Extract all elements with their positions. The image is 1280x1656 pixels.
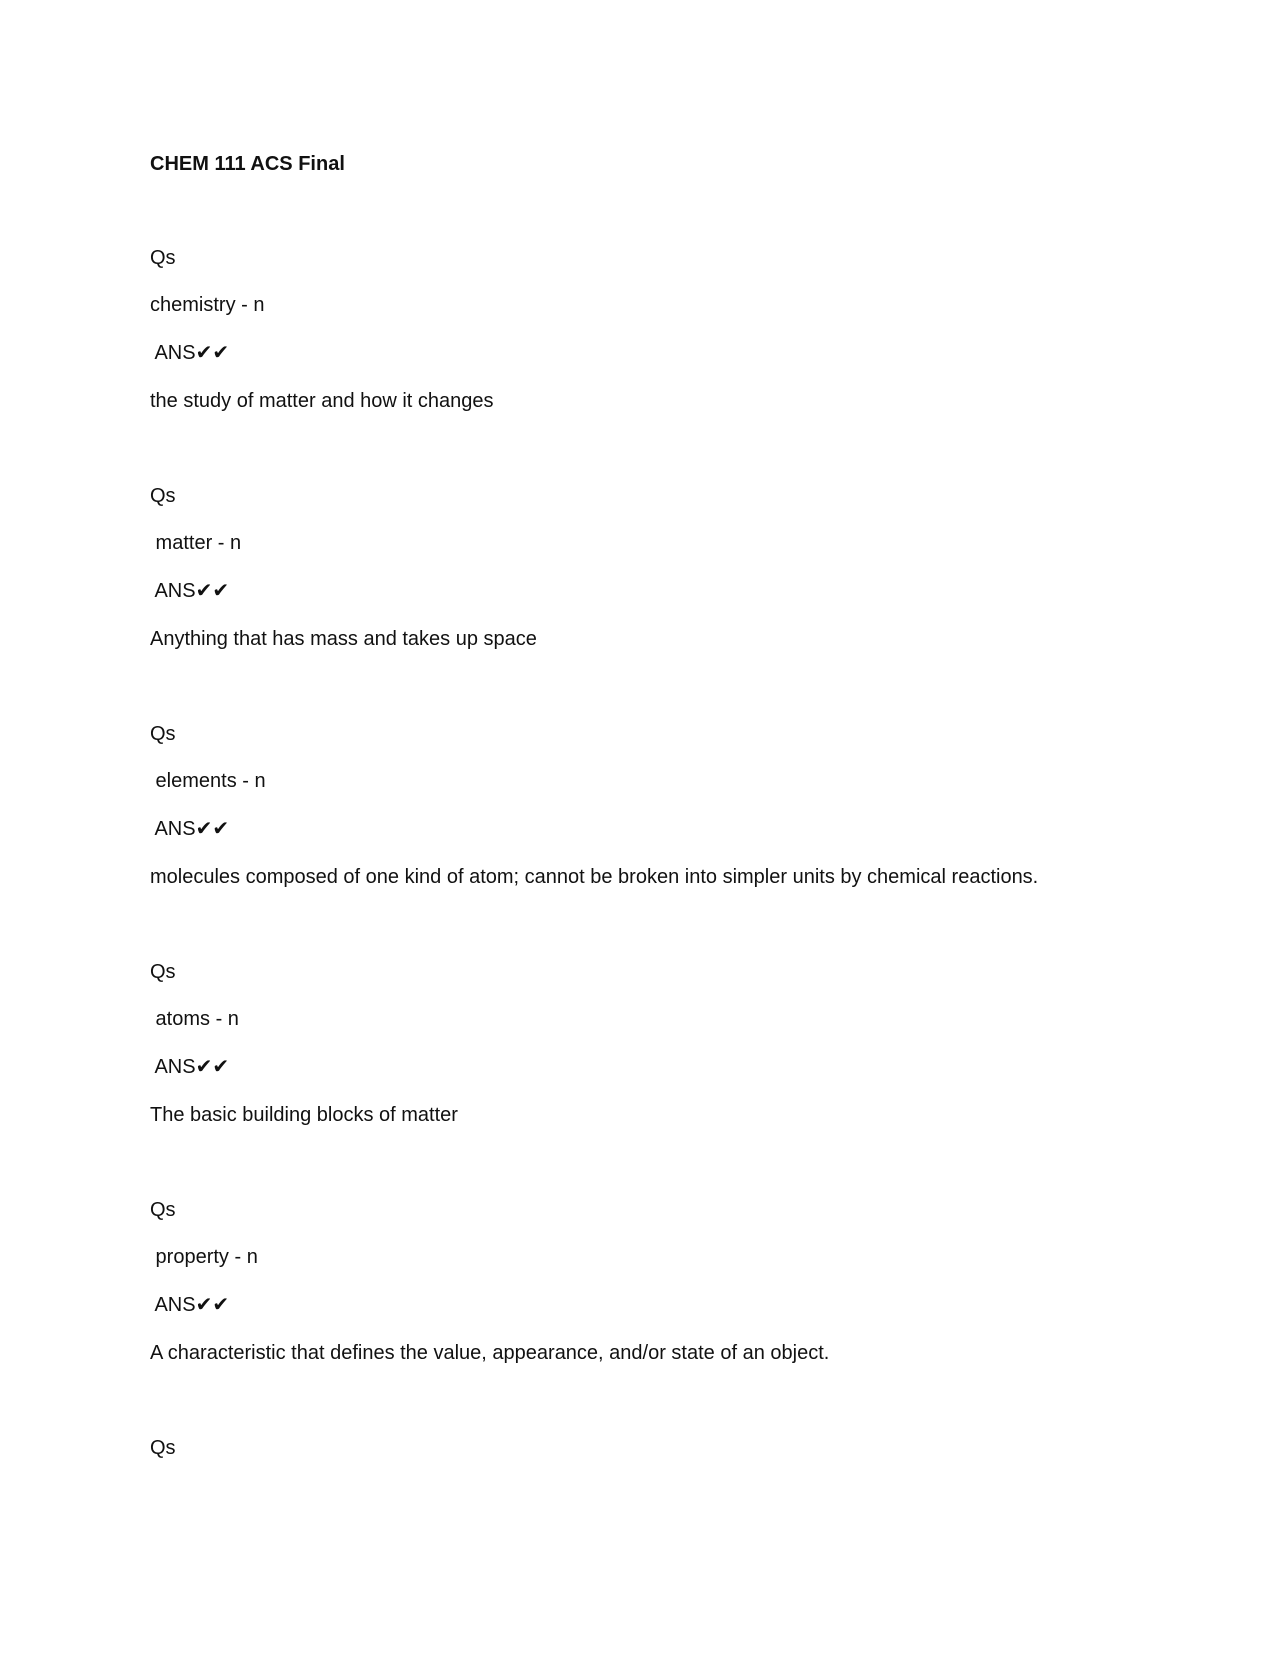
question-term: matter - n — [150, 532, 242, 554]
question-label: Qs — [150, 723, 176, 745]
answer-label: ANS✔✔ — [150, 818, 230, 840]
answer-label: ANS✔✔ — [150, 342, 230, 364]
question-label: Qs — [150, 961, 176, 983]
answer-definition: the study of matter and how it changes — [150, 390, 494, 412]
document-title: CHEM 111 ACS Final — [150, 153, 345, 175]
answer-definition: molecules composed of one kind of atom; cannot be broken into simpler units by chemical reactions. — [150, 866, 1039, 888]
answer-definition: The basic building blocks of matter — [150, 1104, 458, 1126]
question-term: elements - n — [150, 770, 266, 792]
question-label: Qs — [150, 247, 176, 269]
question-term: chemistry - n — [150, 294, 265, 316]
answer-label: ANS✔✔ — [150, 580, 230, 602]
answer-label: ANS✔✔ — [150, 1294, 230, 1316]
answer-definition: Anything that has mass and takes up space — [150, 628, 537, 650]
question-label: Qs — [150, 1199, 176, 1221]
question-term: property - n — [150, 1246, 258, 1268]
answer-definition: A characteristic that defines the value, appearance, and/or state of an object. — [150, 1342, 830, 1364]
question-label: Qs — [150, 1437, 176, 1459]
answer-label: ANS✔✔ — [150, 1056, 230, 1078]
question-term: atoms - n — [150, 1008, 239, 1030]
question-label: Qs — [150, 485, 176, 507]
